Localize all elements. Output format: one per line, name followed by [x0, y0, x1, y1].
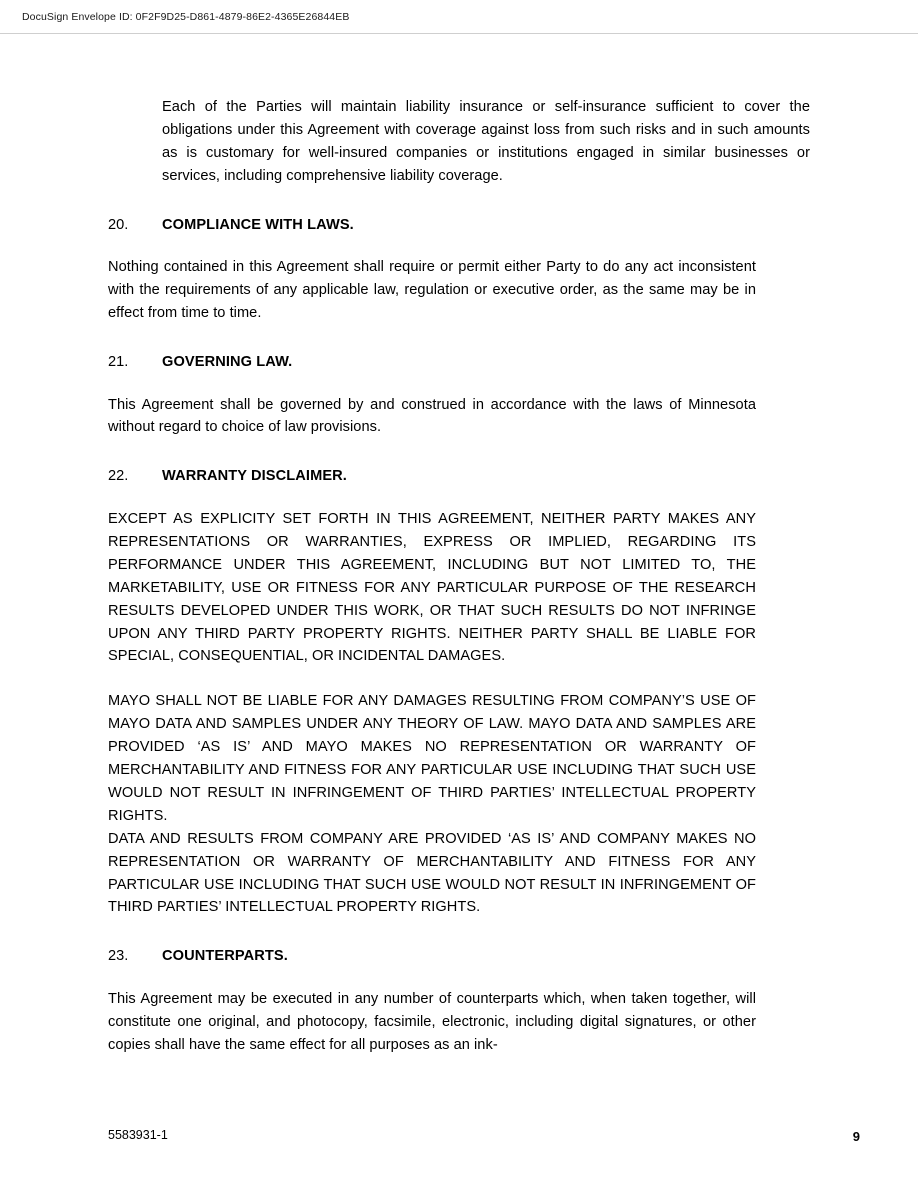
- intro-paragraph: Each of the Parties will maintain liability insurance or self-insurance sufficient to cover the obligations under this Agreement with coverage against loss from such risks and in such amounts as is customary for well-insured companies or institutions engaged in similar businesses or services, including comprehensive liability coverage.: [162, 99, 810, 184]
- section-21-paragraph-1: This Agreement shall be governed by and construed in accordance with the laws of Minnesota without regard to choice of law provisions.: [108, 396, 756, 436]
- section-heading-21: [108, 351, 810, 374]
- spacer: [108, 668, 810, 690]
- spacer: [108, 919, 810, 945]
- section-heading-23: [108, 945, 810, 968]
- footer-document-number: 5583931-1: [108, 1128, 168, 1142]
- section-22-paragraph-2: MAYO SHALL NOT BE LIABLE FOR ANY DAMAGES RESULTING FROM COMPANY’S USE OF MAYO DATA AND SAMPLES UNDER ANY THEORY OF LAW. MAYO DATA AND SAMPLES ARE PROVIDED ‘AS IS’ AND MAYO MAKES NO REPRESENTATION OR WARRANTY OF MERCHANTABILITY AND FITNESS FOR ANY PARTICULAR USE INCLUDING THAT SUCH USE WOULD NOT RESULT IN INFRINGEMENT OF THIRD PARTIES’ INTELLECTUAL PROPERTY RIGHTS.: [108, 693, 756, 824]
- section-title: COUNTERPARTS.: [162, 948, 288, 965]
- spacer: [108, 972, 810, 988]
- section-23-paragraph-1: This Agreement may be executed in any number of counterparts which, when taken together, will constitute one original, and photocopy, facsimile, electronic, including digital signatures, or other copies shall have the same effect for all purposes as an ink-: [108, 991, 756, 1053]
- section-heading-22: [108, 465, 810, 488]
- section-number: 23.: [108, 948, 129, 965]
- docusign-envelope-bar: [0, 0, 918, 34]
- section-heading-20: [108, 214, 810, 237]
- section-title: WARRANTY DISCLAIMER.: [162, 468, 347, 485]
- spacer: [108, 325, 810, 351]
- section-20-paragraph-1: Nothing contained in this Agreement shall require or permit either Party to do any act inconsistent with the requirements of any applicable law, regulation or executive order, as the same may be in effect from time to time.: [108, 259, 756, 322]
- spacer: [108, 492, 810, 508]
- footer-page-number: 9: [852, 1129, 860, 1144]
- section-number: 20.: [108, 216, 129, 233]
- spacer: [108, 240, 810, 256]
- docusign-envelope-id: DocuSign Envelope ID: 0F2F9D25-D861-4879-86E2-4365E26844EB: [22, 11, 350, 23]
- section-number: 22.: [108, 468, 129, 485]
- spacer: [108, 188, 810, 214]
- document-body: [108, 96, 810, 1057]
- section-number: 21.: [108, 353, 129, 370]
- spacer: [108, 378, 810, 394]
- section-title: GOVERNING LAW.: [162, 353, 293, 370]
- spacer: [108, 439, 810, 465]
- section-22-paragraph-3: DATA AND RESULTS FROM COMPANY ARE PROVIDED ‘AS IS’ AND COMPANY MAKES NO REPRESENTATION OR WARRANTY OF MERCHANTABILITY AND FITNESS FOR ANY PARTICULAR USE INCLUDING THAT SUCH USE WOULD NOT RESULT IN INFRINGEMENT OF THIRD PARTIES’ INTELLECTUAL PROPERTY RIGHTS.: [108, 830, 756, 916]
- section-title: COMPLIANCE WITH LAWS.: [162, 216, 354, 233]
- section-22-paragraph-1: EXCEPT AS EXPLICITY SET FORTH IN THIS AGREEMENT, NEITHER PARTY MAKES ANY REPRESENTATIONS OR WARRANTIES, EXPRESS OR IMPLIED, REGARDING ITS PERFORMANCE UNDER THIS AGREEMENT, INCLUDING BUT NOT LIMITED TO, THE MARKETABILITY, USE OR FITNESS FOR ANY PARTICULAR PURPOSE OF THE RESEARCH RESULTS DEVELOPED UNDER THIS WORK, OR THAT SUCH RESULTS DO NOT INFRINGE UPON ANY THIRD PARTY PROPERTY RIGHTS. NEITHER PARTY SHALL BE LIABLE FOR SPECIAL, CONSEQUENTIAL, OR INCIDENTAL DAMAGES.: [108, 510, 756, 665]
